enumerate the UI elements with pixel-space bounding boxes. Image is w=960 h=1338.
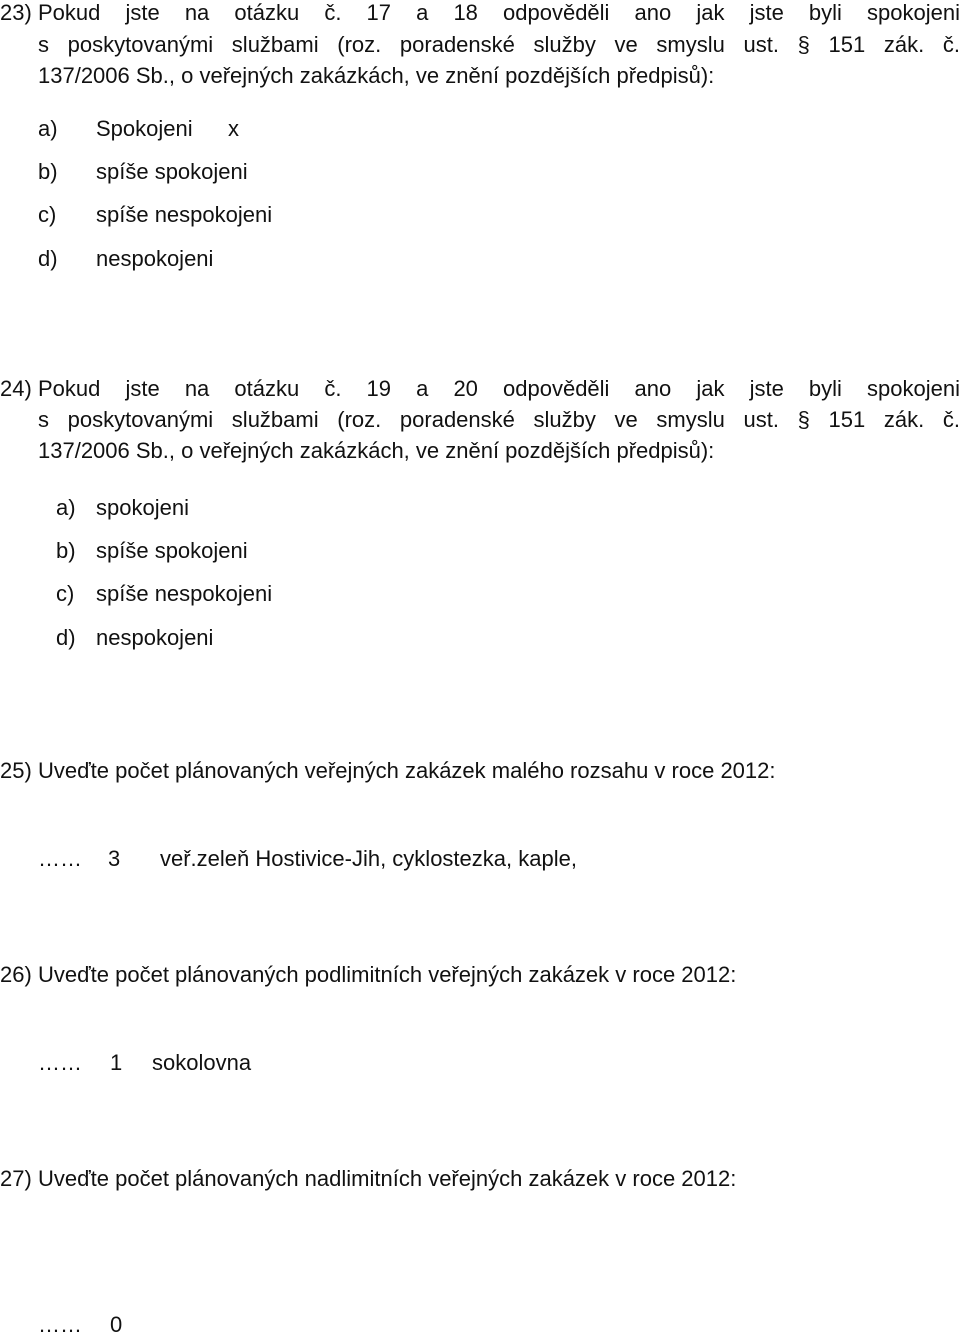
q27-answer-count: 0 xyxy=(110,1312,123,1337)
q26-answer-dots: …… xyxy=(38,1050,82,1075)
question-25-text: Uveďte počet plánovaných veřejných zakázek malého rozsahu v roce 2012: xyxy=(38,758,776,783)
question-27-text: Uveďte počet plánovaných nadlimitních veřejných zakázek v roce 2012: xyxy=(38,1166,737,1191)
q23-option-c-text: spíše nespokojeni xyxy=(96,202,273,227)
q23-option-b-letter: b) xyxy=(38,159,58,184)
q24-option-a-text: spokojeni xyxy=(96,495,189,520)
q23-option-c-letter: c) xyxy=(38,202,57,227)
question-26-text: Uveďte počet plánovaných podlimitních veřejných zakázek v roce 2012: xyxy=(38,962,737,987)
q23-option-a-letter: a) xyxy=(38,116,58,141)
q26-answer-detail: sokolovna xyxy=(152,1050,252,1075)
q24-option-c-text: spíše nespokojeni xyxy=(96,581,273,606)
question-23-line-2: s poskytovanými službami (roz. poradenské služby ve smyslu ust. § 151 zák. č. xyxy=(38,32,960,57)
question-26-number: 26) xyxy=(0,962,32,987)
question-23-number: 23) xyxy=(0,0,32,25)
q24-option-d-text: nespokojeni xyxy=(96,625,214,650)
question-24-line-1: Pokud jste na otázku č. 19 a 20 odpověděli ano jak jste byli spokojeni xyxy=(38,376,960,401)
q25-answer-count: 3 xyxy=(108,846,121,871)
q23-option-d-letter: d) xyxy=(38,246,58,271)
question-24-line-3: 137/2006 Sb., o veřejných zakázkách, ve znění pozdějších předpisů): xyxy=(38,438,715,463)
q26-answer-count: 1 xyxy=(110,1050,123,1075)
q24-option-c-letter: c) xyxy=(56,581,75,606)
question-24-number: 24) xyxy=(0,376,32,401)
question-27-number: 27) xyxy=(0,1166,32,1191)
question-23-line-1: Pokud jste na otázku č. 17 a 18 odpověděli ano jak jste byli spokojeni xyxy=(38,0,960,25)
q25-answer-dots: …… xyxy=(38,846,82,871)
question-25-number: 25) xyxy=(0,758,32,783)
q24-option-d-letter: d) xyxy=(56,625,76,650)
q25-answer-detail: veř.zeleň Hostivice-Jih, cyklostezka, kaple, xyxy=(160,846,577,871)
q27-answer-dots: …… xyxy=(38,1312,82,1337)
question-24-line-2: s poskytovanými službami (roz. poradenské služby ve smyslu ust. § 151 zák. č. xyxy=(38,407,960,432)
q24-option-a-letter: a) xyxy=(56,495,76,520)
q23-option-b-text: spíše spokojeni xyxy=(96,159,248,184)
q23-option-d-text: nespokojeni xyxy=(96,246,214,271)
q24-option-b-letter: b) xyxy=(56,538,76,563)
question-23-line-3: 137/2006 Sb., o veřejných zakázkách, ve znění pozdějších předpisů): xyxy=(38,63,715,88)
q24-option-b-text: spíše spokojeni xyxy=(96,538,248,563)
q23-option-a-mark: x xyxy=(228,116,239,141)
q23-option-a-text: Spokojeni xyxy=(96,116,193,141)
